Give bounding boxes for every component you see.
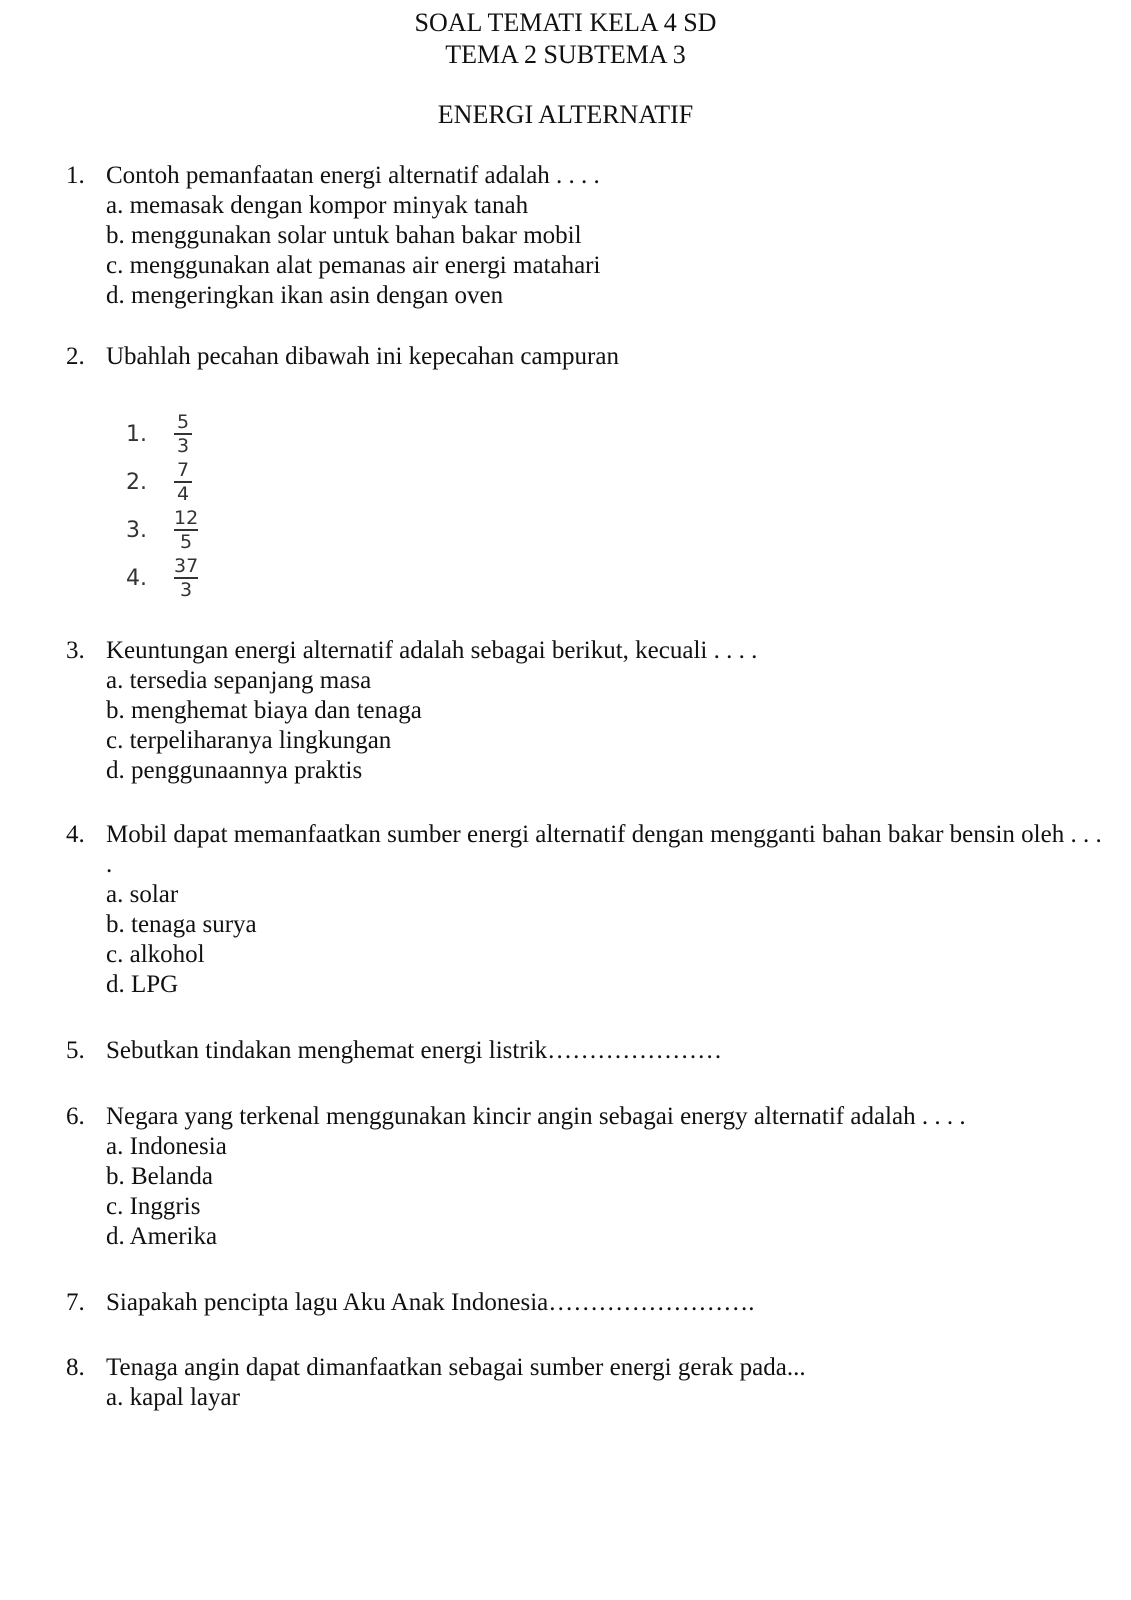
option-a: a. solar <box>106 881 179 908</box>
fraction-numerator: 7 <box>176 459 190 481</box>
question-3 <box>66 636 1106 786</box>
question-5 <box>66 1036 1106 1066</box>
fraction-denominator: 4 <box>176 483 190 505</box>
option-d: d. LPG <box>106 971 179 998</box>
question-text: Contoh pemanfaatan energi alternatif adalah . . . . <box>106 162 600 189</box>
fraction-index: 2. <box>126 469 147 495</box>
fraction-numerator: 37 <box>174 555 199 577</box>
option-b: b. Belanda <box>106 1163 213 1190</box>
fraction-denominator: 3 <box>176 435 190 457</box>
option-a: a. kapal layar <box>106 1384 240 1411</box>
question-text: Siapakah pencipta lagu Aku Anak Indonesia……………………. <box>106 1289 755 1316</box>
question-text: Mobil dapat memanfaatkan sumber energi alternatif dengan mengganti bahan bakar bensin oleh . . . . <box>106 821 1102 878</box>
option-d: d. mengeringkan ikan asin dengan oven <box>106 282 504 309</box>
question-4 <box>66 820 1106 1000</box>
option-c: c. menggunakan alat pemanas air energi matahari <box>106 252 601 279</box>
option-d: d. penggunaannya praktis <box>106 757 363 784</box>
question-6 <box>66 1102 1106 1252</box>
fraction <box>174 412 192 456</box>
question-text: Tenaga angin dapat dimanfaatkan sebagai sumber energi gerak pada... <box>106 1354 806 1381</box>
option-b: b. tenaga surya <box>106 911 257 938</box>
question-text: Sebutkan tindakan menghemat energi listrik………………… <box>106 1037 723 1064</box>
question-7 <box>66 1288 1106 1318</box>
option-b: b. menghemat biaya dan tenaga <box>106 697 422 724</box>
question-text: Ubahlah pecahan dibawah ini kepecahan campuran <box>106 343 619 370</box>
option-a: a. tersedia sepanjang masa <box>106 667 372 694</box>
question-number: 1. <box>66 162 85 189</box>
option-c: c. alkohol <box>106 941 205 968</box>
question-number: 7. <box>66 1289 85 1316</box>
question-number: 6. <box>66 1103 85 1130</box>
question-1 <box>66 161 1106 311</box>
option-list <box>106 1383 1106 1413</box>
question-text: Keuntungan energi alternatif adalah sebagai berikut, kecuali . . . . <box>106 637 758 664</box>
fraction-numerator: 5 <box>176 411 190 433</box>
fraction-item <box>126 554 326 602</box>
option-list <box>106 666 1106 786</box>
fraction-denominator: 3 <box>180 579 193 601</box>
fraction-denominator: 5 <box>180 531 193 553</box>
fraction-list <box>126 410 326 602</box>
option-a: a. memasak dengan kompor minyak tanah <box>106 192 529 219</box>
option-d: d. Amerika <box>106 1223 218 1250</box>
question-text: Negara yang terkenal menggunakan kincir angin sebagai energy alternatif adalah . . . . <box>106 1103 966 1130</box>
fraction-item <box>126 410 326 458</box>
question-number: 3. <box>66 637 85 664</box>
option-a: a. Indonesia <box>106 1133 227 1160</box>
question-8 <box>66 1353 1106 1413</box>
option-list <box>106 191 1106 311</box>
option-b: b. menggunakan solar untuk bahan bakar mobil <box>106 222 582 249</box>
fraction-item <box>126 506 326 554</box>
header-subtitle: TEMA 2 SUBTEMA 3 <box>445 40 686 69</box>
question-number: 4. <box>66 821 85 848</box>
fraction-numerator: 12 <box>174 507 199 529</box>
option-c: c. terpeliharanya lingkungan <box>106 727 392 754</box>
question-number: 5. <box>66 1037 85 1064</box>
fraction-item <box>126 458 326 506</box>
option-c: c. Inggris <box>106 1193 201 1220</box>
section-title: ENERGI ALTERNATIF <box>437 100 694 129</box>
header-title: SOAL TEMATI KELA 4 SD <box>414 8 717 37</box>
fraction <box>174 508 198 552</box>
fraction <box>174 460 192 504</box>
option-list <box>106 880 1106 1000</box>
question-2 <box>66 342 1106 372</box>
fraction-index: 4. <box>126 565 147 591</box>
question-number: 2. <box>66 343 85 370</box>
question-number: 8. <box>66 1354 85 1381</box>
fraction-index: 1. <box>126 421 147 447</box>
option-list <box>106 1132 1106 1252</box>
fraction-index: 3. <box>126 517 147 543</box>
fraction <box>174 556 198 600</box>
